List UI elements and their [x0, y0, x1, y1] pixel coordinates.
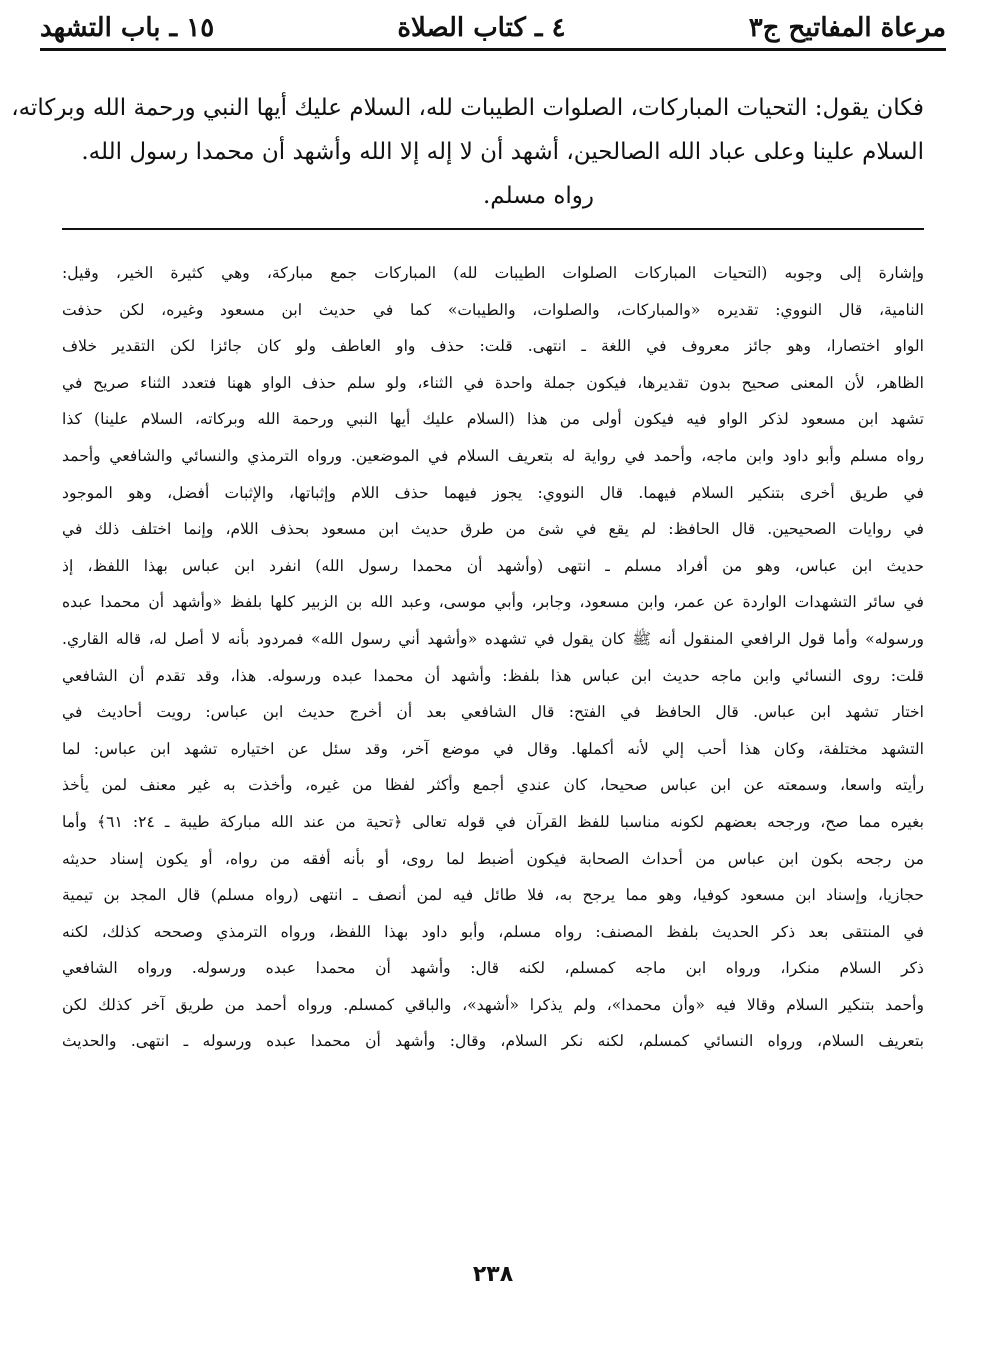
commentary-text: [62, 255, 924, 1060]
header-rule: [40, 48, 946, 51]
commentary-line: التشهد مختلفة، وكان هذا أحب إلي لأنه أكملها. وقال في موضع آخر، وقد سئل عن اختياره تشهد ابن عباس: لما: [62, 739, 924, 758]
commentary-line: بغيره مما صح، ورجحه بعضهم لكونه مناسبا للفظ القرآن في قوله تعالى ﴿تحية من عند الله مباركة طيبة ـ ٢٤: ٦١﴾ وأما: [62, 812, 924, 831]
commentary-line: النامية، قال النووي: تقديره «والمباركات، والصلوات، والطيبات» كما في حديث ابن مسعود وغيره، لكن حذفت: [62, 300, 924, 319]
commentary-line: اختار تشهد ابن عباس. قال الحافظ في الفتح: قال الشافعي بعد أن أخرج حديث ابن عباس: رويت أحاديث في: [62, 703, 924, 722]
section-title: ١٥ ـ باب التشهد: [40, 13, 215, 43]
running-header: [40, 8, 946, 48]
commentary-line: الواو اختصارا، وهو جائز معروف في اللغة ـ انتهى. قلت: حذف واو العاطف ولو كان جائزا لكن التقدير خلاف: [62, 337, 924, 356]
commentary-line: ورسوله» وأما قول الرافعي المنقول أنه ﷺ كان يقول في تشهده «وأشهد أني رسول الله» فمردود بأنه لا أصل له، قاله القاري.: [62, 629, 924, 648]
book-title: مرعاة المفاتيح ج٣: [748, 13, 946, 43]
commentary-line: في المنتقى بعد ذكر الحديث بلفظ المصنف: رواه مسلم، وأبو داود بهذا اللفظ، ورواه الترمذي وصححه كذلك، لكنه: [62, 922, 924, 941]
hadith-text: [11, 86, 924, 218]
commentary-line: حديث ابن عباس، وهو من أفراد مسلم ـ انتهى (وأشهد أن محمدا رسول الله) انفرد ابن عباس بهذا اللفظ، إذ: [62, 556, 924, 575]
commentary-line: في سائر التشهدات الواردة عن عمر، وابن مسعود، وجابر، وأبي موسى، وعبد الله بن الزبير كلها بلفظ «وأشهد أن محمدا عبده: [62, 593, 924, 612]
commentary-line: قلت: روى النسائي وابن ماجه حديث ابن عباس هذا بلفظ: وأشهد أن محمدا عبده ورسوله. هذا، وقد تقدم أن الشافعي: [62, 666, 924, 685]
commentary-line: في روايات الصحيحين. قال الحافظ: لم يقع في شئ من طرق حديث ابن مسعود بحذف اللام، وإنما اختلف ذلك في: [62, 520, 924, 539]
commentary-line: ذكر السلام منكرا، ورواه ابن ماجه كمسلم، لكنه قال: وأشهد أن محمدا عبده ورسوله. ورواه الشافعي: [62, 959, 924, 978]
commentary-line: في طريق أخرى بتنكير السلام فيهما. قال النووي: يجوز فيهما حذف اللام وإثباتها، والإثبات أفضل، وهو الموجود: [62, 483, 924, 502]
commentary-line: وإشارة إلى وجوبه (التحيات المباركات الصلوات الطيبات لله) المباركات جمع مباركة، وهي كثيرة الخير، وقيل:: [62, 264, 924, 282]
hadith-line: فكان يقول: التحيات المباركات، الصلوات الطيبات لله، السلام عليك أيها النبي ورحمة الله وبركاته،: [11, 95, 924, 121]
page-number: ٢٣٨: [472, 1262, 514, 1287]
chapter-title: ٤ ـ كتاب الصلاة: [397, 13, 566, 43]
commentary-line: بتعريف السلام، ورواه النسائي كمسلم، لكنه نكر السلام، وقال: وأشهد أن محمدا عبده ورسوله ـ انتهى. والحديث: [62, 1032, 924, 1051]
hadith-line: السلام علينا وعلى عباد الله الصالحين، أشهد أن لا إله إلا الله وأشهد أن محمدا رسول الله.: [81, 139, 924, 165]
commentary-line: رأيته واسعا، وسمعته عن ابن عباس صحيحا، كان عندي أجمع وأكثر لفظا من غيره، وأخذت به غير معنف لمن يأخذ: [62, 776, 924, 795]
separator-rule: [62, 228, 924, 230]
commentary-line: حجازيا، وإسناد ابن مسعود كوفيا، وهو مما يرجح به، فلا طائل فيه لمن أنصف ـ انتهى (رواه مسلم) قال المجد بن تيمية: [62, 886, 924, 905]
commentary-line: الظاهر، لأن المعنى صحيح بدون تقديرها، فيكون جملة واحدة في الثناء، ولو سلم حذف الواو ههنا فتعدد الثناء صريح في: [62, 373, 924, 392]
commentary-line: رواه مسلم وأبو داود وابن ماجه، وأحمد في رواية له بتعريف السلام في الموضعين. ورواه الترمذي والنسائي والشافعي وأحمد: [62, 446, 924, 465]
commentary-line: تشهد ابن مسعود لذكر الواو فيه فيكون أولى من هذا (السلام عليك أيها النبي ورحمة الله وبركاته، السلام علينا) كذا: [62, 410, 924, 429]
hadith-line: رواه مسلم.: [482, 183, 594, 209]
commentary-line: وأحمد بتنكير السلام وقالا فيه «وأن محمدا»، ولم يذكرا «أشهد»، والباقي كمسلم. ورواه أحمد من طريق آخر كذلك لكن: [62, 995, 924, 1014]
commentary-line: من رجحه بكون ابن عباس من أحداث الصحابة فيكون أضبط لما روى، أو بأنه أفقه من رواه، أو يكون إسناد حديثه: [62, 849, 924, 868]
